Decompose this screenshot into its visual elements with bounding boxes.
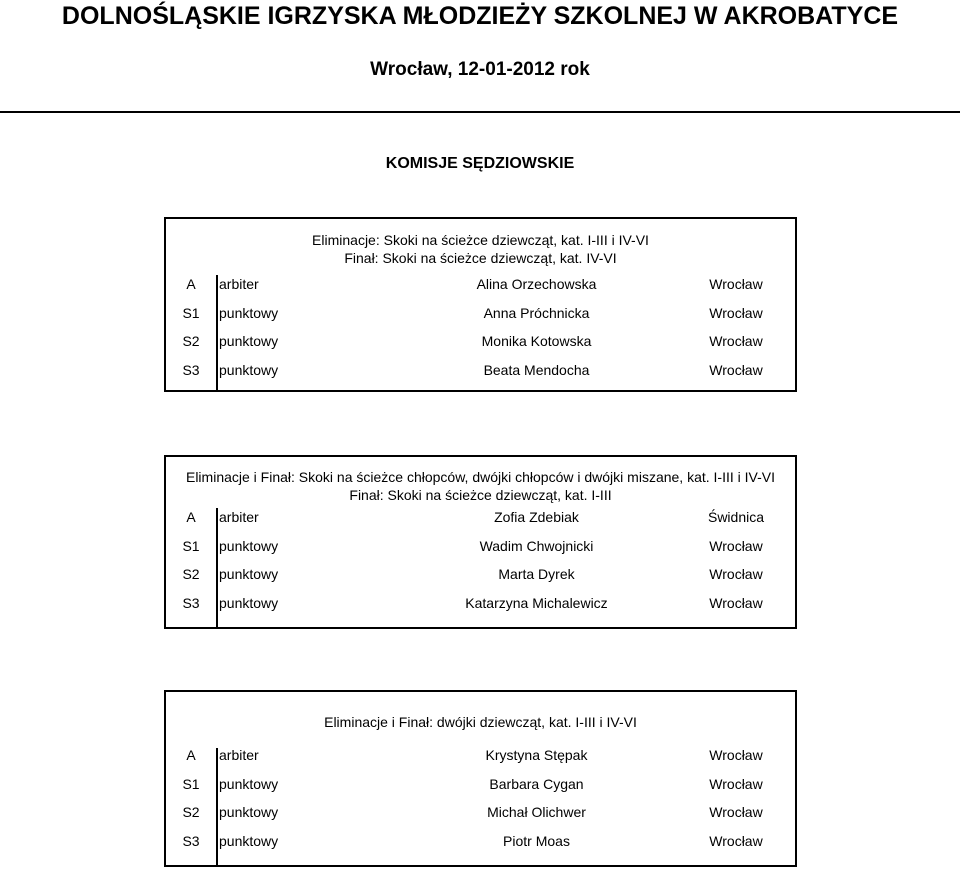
commission-header <box>166 692 795 731</box>
judge-name: Zofia Zdebiak <box>494 509 579 525</box>
judge-code: S2 <box>182 333 200 349</box>
commission-header-line: Eliminacje i Finał: dwójki dziewcząt, kat. I-III i IV-VI <box>324 714 637 730</box>
judge-row <box>166 503 795 531</box>
judge-row <box>166 827 795 855</box>
title-rule <box>0 111 960 113</box>
commission-box <box>164 690 797 867</box>
judge-name: Marta Dyrek <box>498 566 575 582</box>
judge-city: Wrocław <box>709 594 763 611</box>
commission-header <box>166 219 795 267</box>
judge-city: Wrocław <box>709 832 763 849</box>
judge-row <box>166 741 795 769</box>
judge-row <box>166 356 795 384</box>
judge-row <box>166 532 795 560</box>
judge-name: Piotr Moas <box>503 832 570 849</box>
judge-code: S1 <box>182 775 200 792</box>
page-title: DOLNOŚLĄSKIE IGRZYSKA MŁODZIEŻY SZKOLNEJ W AKROBATYCE <box>61 2 899 30</box>
judge-role: punktowy <box>219 804 279 820</box>
judge-role: punktowy <box>219 566 279 582</box>
judge-row <box>166 299 795 327</box>
commission-header-line: Eliminacje: Skoki na ścieżce dziewcząt, kat. I-III i IV-VI <box>312 232 649 248</box>
judge-role: punktowy <box>219 832 279 849</box>
judge-code: A <box>186 747 196 763</box>
judge-row <box>166 560 795 588</box>
judge-role: punktowy <box>219 304 279 321</box>
judge-row <box>166 798 795 826</box>
judge-name: Alina Orzechowska <box>476 276 597 292</box>
judge-code: S3 <box>182 594 200 611</box>
judge-row <box>166 327 795 355</box>
judge-role: punktowy <box>219 775 279 792</box>
judge-name: Krystyna Stępak <box>485 747 588 763</box>
commission-header <box>166 457 795 504</box>
commission-box <box>164 217 797 392</box>
judge-role: arbiter <box>219 747 259 763</box>
judge-city: Wrocław <box>709 537 763 554</box>
judge-code: A <box>186 509 196 525</box>
judge-name: Anna Próchnicka <box>483 304 590 321</box>
judge-role: punktowy <box>219 537 279 554</box>
judge-row <box>166 770 795 798</box>
judge-name: Wadim Chwojnicki <box>479 537 594 554</box>
judge-code: S2 <box>182 566 200 582</box>
event-date: Wrocław, 12-01-2012 rok <box>370 59 590 80</box>
judge-name: Katarzyna Michalewicz <box>465 594 608 611</box>
judge-code: A <box>186 276 196 292</box>
judge-city: Wrocław <box>709 333 763 349</box>
judge-role: punktowy <box>219 594 279 611</box>
judge-role: arbiter <box>219 276 259 292</box>
judge-city: Wrocław <box>709 566 763 582</box>
judge-role: punktowy <box>219 333 279 349</box>
judge-city: Wrocław <box>709 775 763 792</box>
judge-code: S2 <box>182 804 200 820</box>
judge-row <box>166 589 795 617</box>
commission-header-line: Finał: Skoki na ścieżce dziewcząt, kat. IV-VI <box>344 250 617 266</box>
commission-header-line: Finał: Skoki na ścieżce dziewcząt, kat. I-III <box>349 487 612 503</box>
judge-city: Wrocław <box>709 276 763 292</box>
judge-code: S3 <box>182 361 200 378</box>
judge-city: Świdnica <box>707 509 765 525</box>
judge-name: Michał Olichwer <box>487 804 586 820</box>
judge-role: arbiter <box>219 509 259 525</box>
judge-city: Wrocław <box>709 361 763 378</box>
judge-code: S1 <box>182 304 200 321</box>
judge-city: Wrocław <box>709 304 763 321</box>
judge-name: Barbara Cygan <box>489 775 584 792</box>
judge-code: S1 <box>182 537 200 554</box>
judge-row <box>166 270 795 298</box>
judge-name: Monika Kotowska <box>481 333 592 349</box>
judge-name: Beata Mendocha <box>483 361 590 378</box>
judge-role: punktowy <box>219 361 279 378</box>
judge-code: S3 <box>182 832 200 849</box>
judge-city: Wrocław <box>709 804 763 820</box>
commission-header-line: Eliminacje i Finał: Skoki na ścieżce chłopców, dwójki chłopców i dwójki miszane, kat. I-III i IV-VI <box>185 469 775 485</box>
commission-box <box>164 455 797 629</box>
judge-city: Wrocław <box>709 747 763 763</box>
section-heading: KOMISJE SĘDZIOWSKIE <box>385 155 575 172</box>
